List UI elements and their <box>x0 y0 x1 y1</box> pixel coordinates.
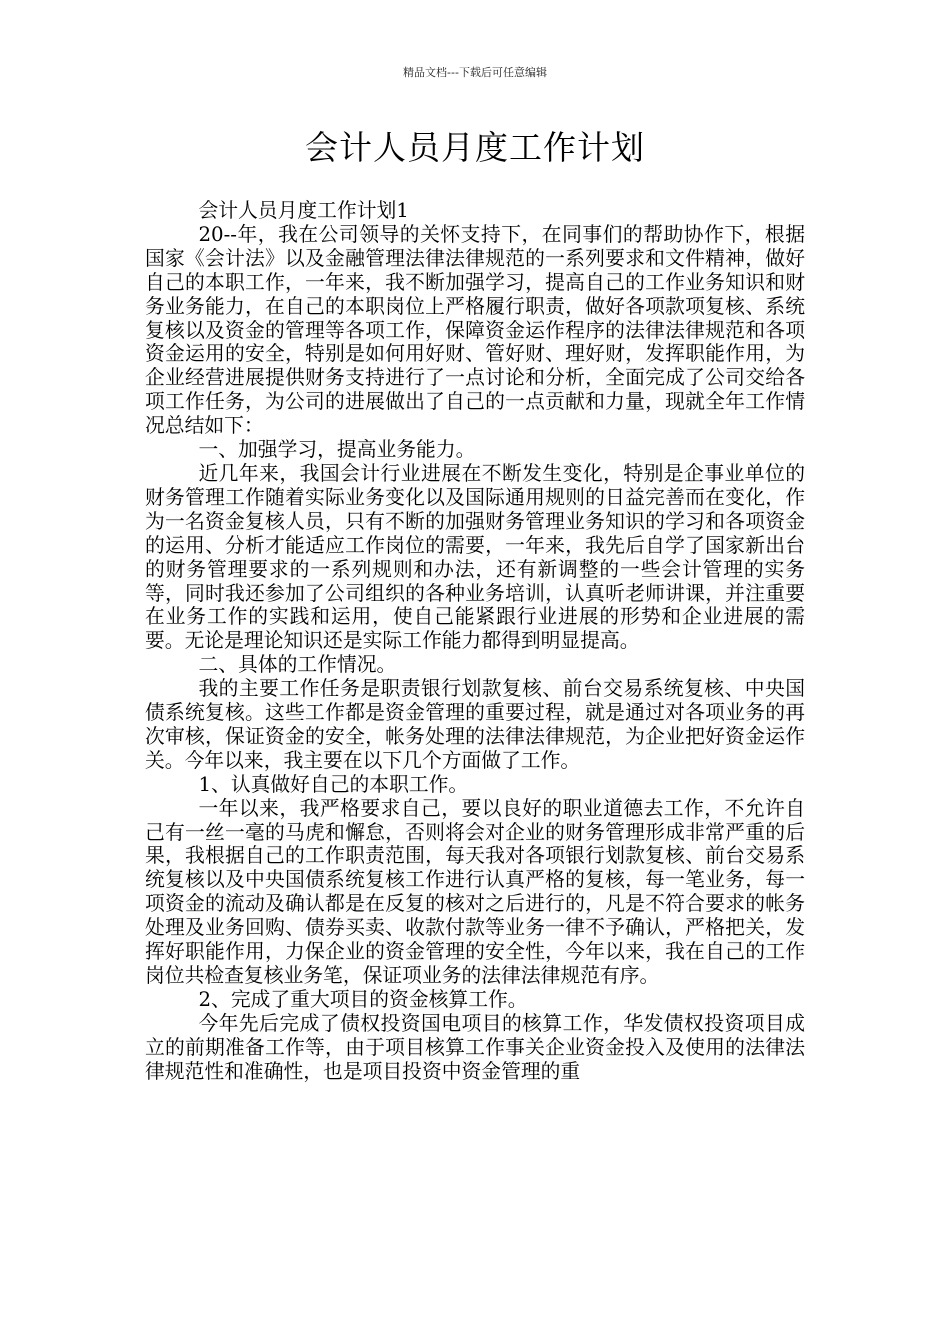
body-paragraph: 近几年来，我国会计行业进展在不断发生变化，特别是企事业单位的财务管理工作随着实际业务变化以及国际通用规则的日益完善而在变化，作为一名资金复核人员，只有不断的加强财务管理业务知识的学习和各项资金的运用、分析才能适应工作岗位的需要，一年来，我先后自学了国家新出台的财务管理要求的一系列规则和办法，还有新调整的一些会计管理的实务等，同时我还参加了公司组织的各种业务培训，认真听老师讲课，并注重要在业务工作的实践和运用，使自己能紧跟行业进展的形势和企业进展的需要。无论是理论知识还是实际工作能力都得到明显提高。 <box>145 461 805 653</box>
body-paragraph: 20--年，我在公司领导的关怀支持下，在同事们的帮助协作下，根据国家《会计法》以及金融管理法律法律规范的一系列要求和文件精神，做好自己的本职工作，一年来，我不断加强学习，提高自己的工作业务知识和财务业务能力，在自己的本职岗位上严格履行职责，做好各项款项复核、系统复核以及资金的管理等各项工作，保障资金运作程序的法律法律规范和各项资金运用的安全，特别是如何用好财、管好财、理好财，发挥职能作用，为企业经营进展提供财务支持进行了一点讨论和分析，全面完成了公司交给各项工作任务，为公司的进展做出了自己的一点贡献和力量，现就全年工作情况总结如下： <box>145 222 805 438</box>
section-heading: 二、具体的工作情况。 <box>198 653 397 677</box>
body-paragraph: 今年先后完成了债权投资国电项目的核算工作，华发债权投资项目成立的前期准备工作等，由于项目核算工作事关企业资金投入及使用的法律法律规范性和准确性，也是项目投资中资金管理的重 <box>145 1011 805 1083</box>
body-paragraph: 一年以来，我严格要求自己，要以良好的职业道德去工作，不允许自己有一丝一毫的马虎和懈怠，否则将会对企业的财务管理形成非常严重的后果，我根据自己的工作职责范围，每天我对各项银行划款复核、前台交易系统复核以及中央国债系统复核工作进行认真严格的复核，每一笔业务，每一项资金的流动及确认都是在反复的核对之后进行的，凡是不符合要求的帐务处理及业务回购、债券买卖、收款付款等业务一律不予确认，严格把关，发挥好职能作用，力保企业的资金管理的安全性，今年以来，我在自己的工作岗位共检查复核业务笔，保证项业务的法律法律规范有序。 <box>145 796 805 987</box>
subsection-heading: 2、完成了重大项目的资金核算工作。 <box>198 987 528 1011</box>
document-title: 会计人员月度工作计划 <box>305 128 645 167</box>
section-heading: 一、加强学习，提高业务能力。 <box>198 438 476 462</box>
subsection-heading: 1、认真做好自己的本职工作。 <box>198 772 469 796</box>
document-body <box>145 199 805 1084</box>
header-note: 精品文档---下载后可任意编辑 <box>403 66 547 79</box>
body-paragraph: 我的主要工作任务是职责银行划款复核、前台交易系统复核、中央国债系统复核。这些工作都是资金管理的重要过程，就是通过对各项业务的再次审核，保证资金的安全，帐务处理的法律法律规范，为企业把好资金运作关。今年以来，我主要在以下几个方面做了工作。 <box>145 677 805 772</box>
body-paragraph: 会计人员月度工作计划1 <box>198 199 409 222</box>
